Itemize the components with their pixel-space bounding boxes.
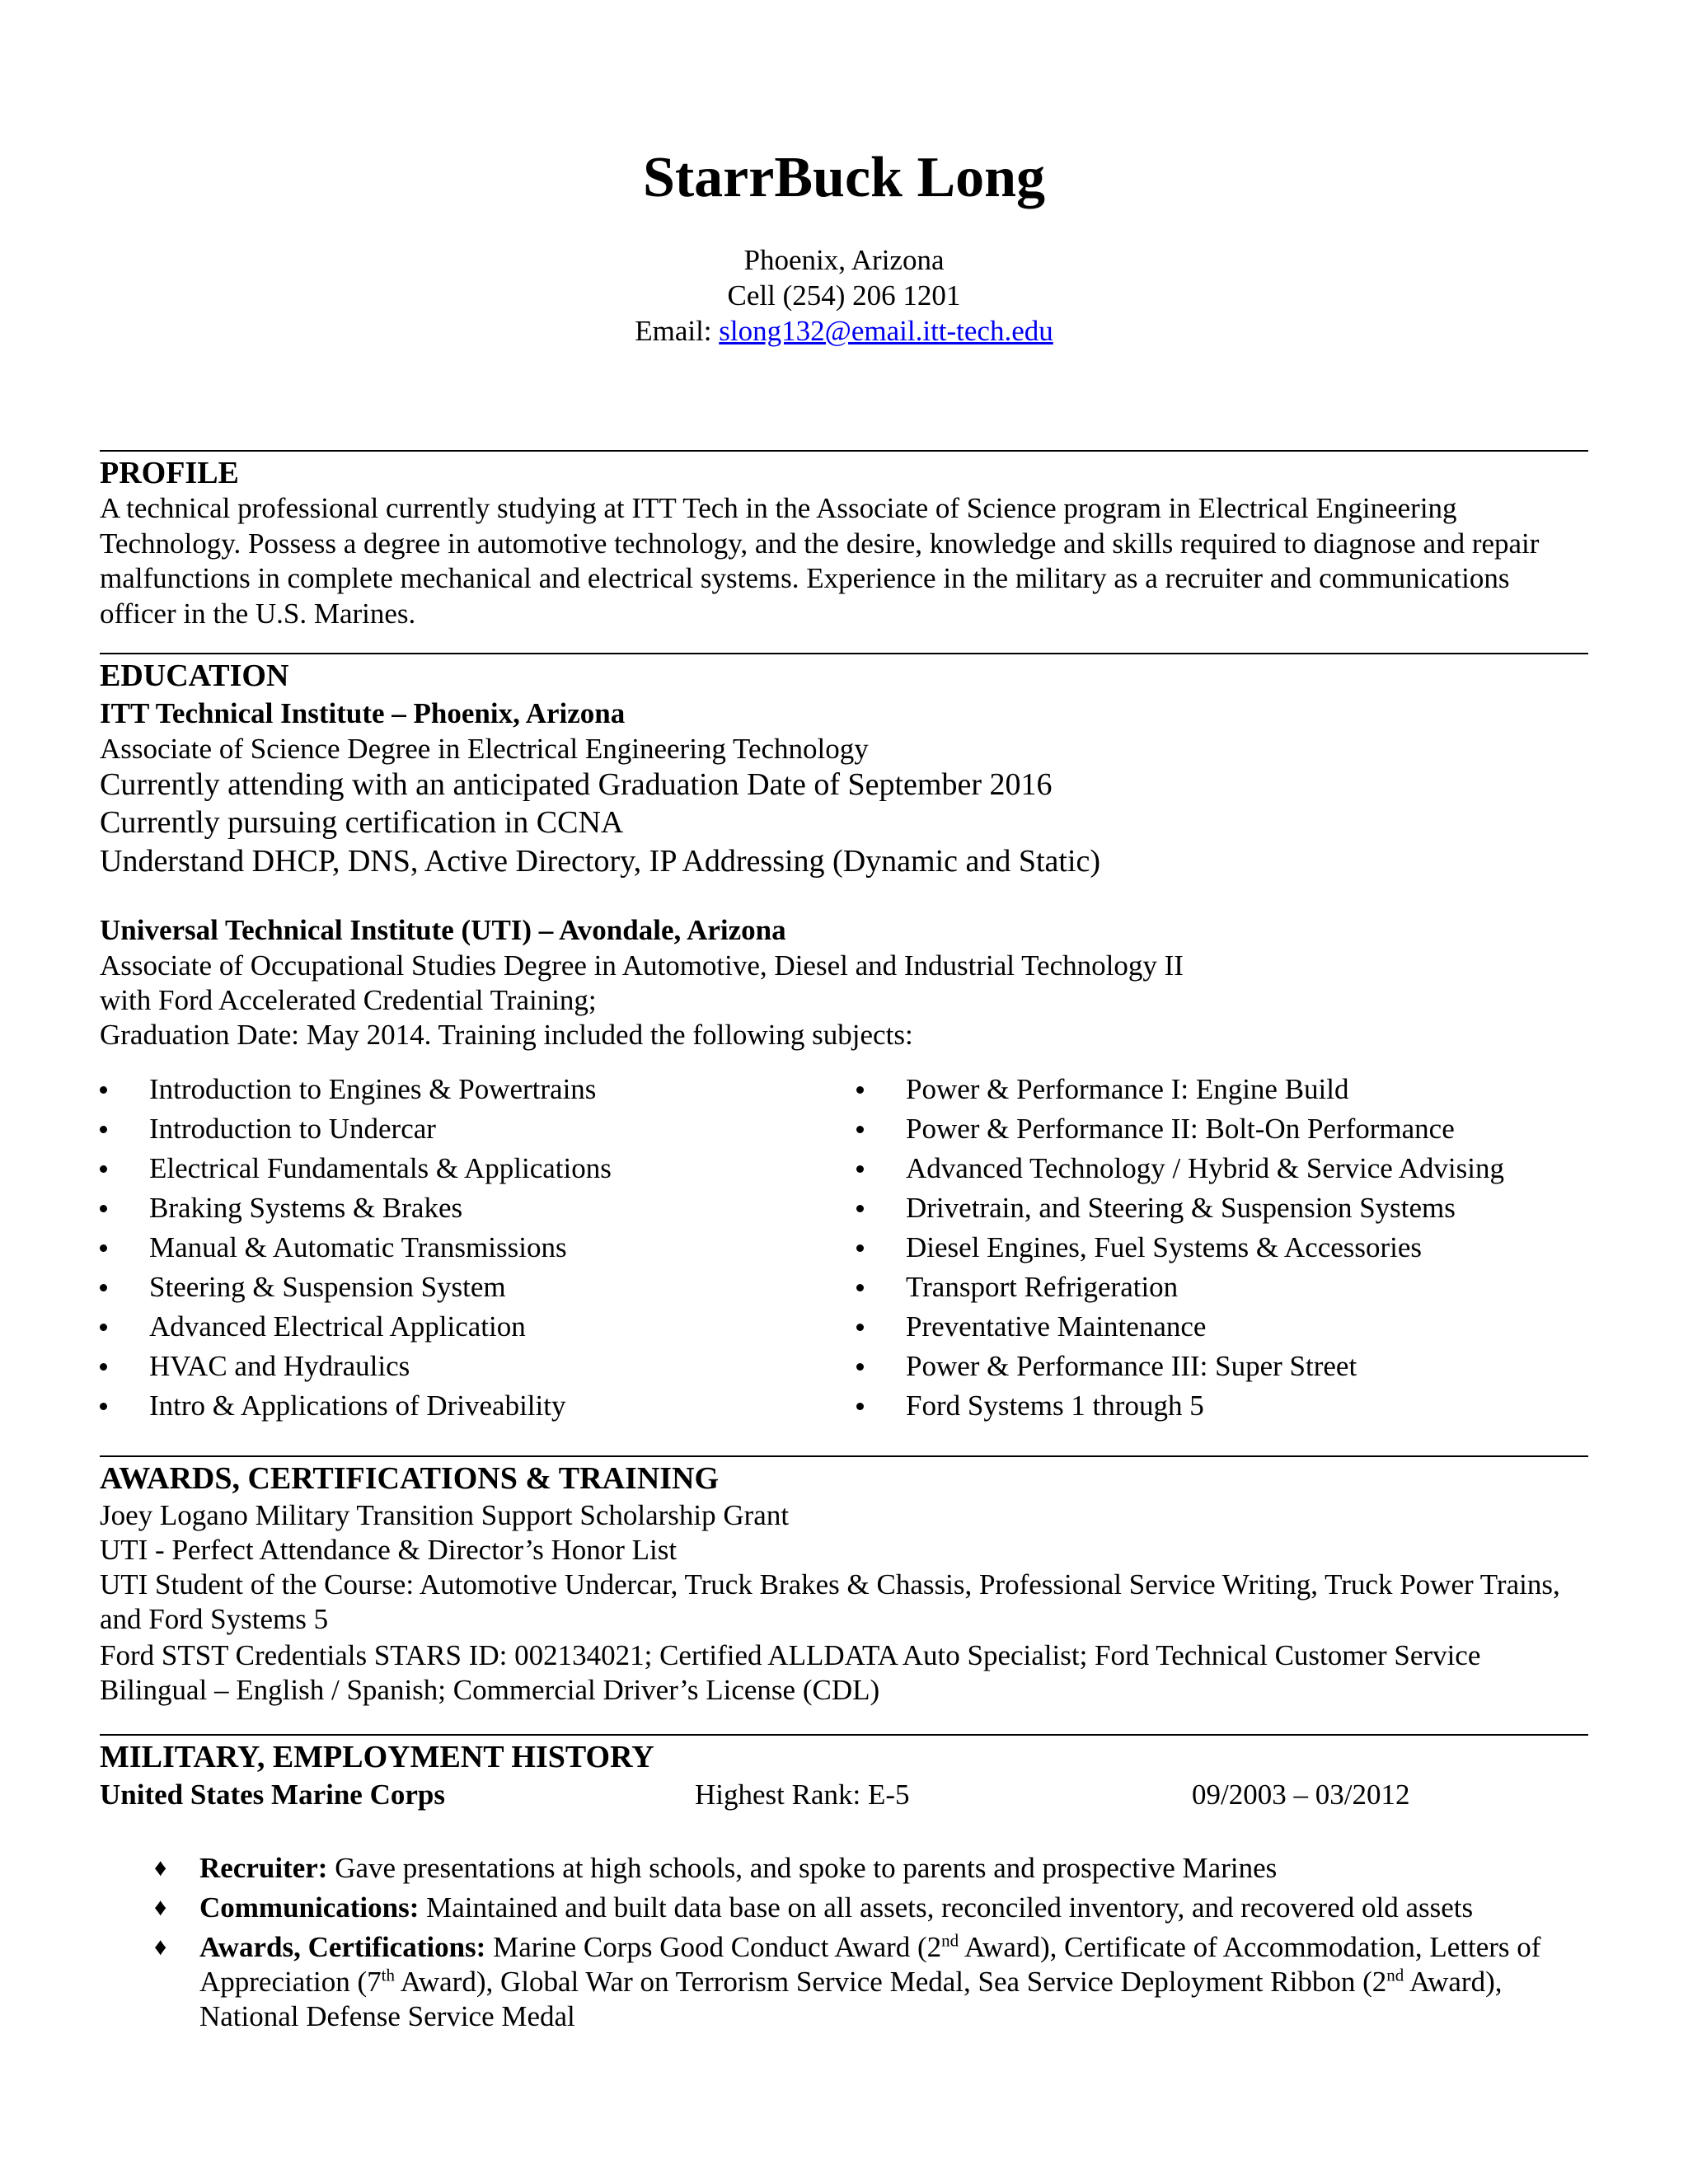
bullet-icon bbox=[100, 1324, 107, 1331]
uti-degree: Associate of Occupational Studies Degree in Automotive, Diesel and Industrial Technology II bbox=[100, 949, 1184, 982]
email-line bbox=[100, 313, 1588, 349]
list-item: Drivetrain, and Steering & Suspension Systems bbox=[856, 1188, 1588, 1228]
bullet-icon bbox=[856, 1403, 864, 1410]
itt-ccna: Currently pursuing certification in CCNA bbox=[100, 805, 624, 840]
bullet-icon bbox=[856, 1284, 864, 1291]
email-link[interactable]: slong132@email.itt-tech.edu bbox=[719, 315, 1053, 347]
list-item: Manual & Automatic Transmissions bbox=[100, 1228, 825, 1268]
uti-school: Universal Technical Institute (UTI) – Avondale, Arizona bbox=[100, 914, 786, 946]
uti-degree-cont: with Ford Accelerated Credential Training; bbox=[100, 984, 597, 1016]
list-item: Power & Performance II: Bolt-On Performance bbox=[856, 1109, 1588, 1149]
divider bbox=[100, 1734, 1588, 1736]
divider bbox=[100, 653, 1588, 654]
location: Phoenix, Arizona bbox=[743, 244, 945, 276]
bullet-icon bbox=[100, 1403, 107, 1410]
subjects-left-list bbox=[100, 1070, 825, 1426]
uti-graduation: Graduation Date: May 2014. Training included the following subjects: bbox=[100, 1019, 913, 1051]
military-rank: Highest Rank: E-5 bbox=[695, 1779, 910, 1811]
list-item: Advanced Technology / Hybrid & Service Advising bbox=[856, 1149, 1588, 1188]
award-line: Ford STST Credentials STARS ID: 002134021; Certified ALLDATA Auto Specialist; Ford Technical Customer Service bbox=[100, 1639, 1481, 1671]
military-dates: 09/2003 – 03/2012 bbox=[1192, 1779, 1410, 1811]
award-line: Bilingual – English / Spanish; Commercial Driver’s License (CDL) bbox=[100, 1674, 880, 1706]
section-title-profile: PROFILE bbox=[100, 456, 239, 490]
list-item: Intro & Applications of Driveability bbox=[100, 1386, 825, 1426]
award-line: UTI Student of the Course: Automotive Undercar, Truck Brakes & Chassis, Professional Service Writing, Truck Power Trains, and Ford Systems 5 bbox=[100, 1568, 1560, 1635]
bullet-icon bbox=[100, 1086, 107, 1094]
list-item: Ford Systems 1 through 5 bbox=[856, 1386, 1588, 1426]
contact-block bbox=[100, 242, 1588, 349]
list-item: Electrical Fundamentals & Applications bbox=[100, 1149, 825, 1188]
bullet-icon bbox=[856, 1086, 864, 1094]
bullet-icon bbox=[100, 1165, 107, 1173]
award-line: Joey Logano Military Transition Support Scholarship Grant bbox=[100, 1499, 790, 1531]
diamond-bullet-icon: ♦ bbox=[154, 1894, 167, 1921]
bullet-icon bbox=[856, 1205, 864, 1212]
profile-text: A technical professional currently studying at ITT Tech in the Associate of Science program in Electrical Engineering Technology. Possess a degree in automotive technology, and the desire, knowledge and skills required to diagnose and repair malfunctions in complete mechanical and electrical systems. Experience in the military as a recruiter and communications officer in the U.S. Marines. bbox=[100, 492, 1540, 630]
list-item: Braking Systems & Brakes bbox=[100, 1188, 825, 1228]
bullet-icon bbox=[100, 1244, 107, 1252]
list-item: Preventative Maintenance bbox=[856, 1307, 1588, 1347]
itt-school: ITT Technical Institute – Phoenix, Arizona bbox=[100, 697, 626, 729]
section-title-military: MILITARY, EMPLOYMENT HISTORY bbox=[100, 1740, 654, 1774]
bullet-icon bbox=[856, 1126, 864, 1133]
list-item: Advanced Electrical Application bbox=[100, 1307, 825, 1347]
diamond-bullet-icon: ♦ bbox=[154, 1933, 167, 1961]
bullet-icon bbox=[856, 1363, 864, 1371]
bullet-icon bbox=[856, 1324, 864, 1331]
list-item: Introduction to Undercar bbox=[100, 1109, 825, 1149]
bullet-icon bbox=[100, 1363, 107, 1371]
bullet-icon bbox=[856, 1244, 864, 1252]
list-item: Steering & Suspension System bbox=[100, 1268, 825, 1307]
bullet-icon bbox=[856, 1165, 864, 1173]
military-org: United States Marine Corps bbox=[100, 1779, 445, 1811]
list-item: Power & Performance I: Engine Build bbox=[856, 1070, 1588, 1109]
diamond-bullet-icon: ♦ bbox=[154, 1854, 167, 1882]
list-item: HVAC and Hydraulics bbox=[100, 1347, 825, 1386]
subjects-right-list bbox=[856, 1070, 1588, 1426]
itt-skills: Understand DHCP, DNS, Active Directory, IP Addressing (Dynamic and Static) bbox=[100, 844, 1101, 879]
itt-graduation: Currently attending with an anticipated Graduation Date of September 2016 bbox=[100, 767, 1053, 802]
award-line: UTI - Perfect Attendance & Director’s Honor List bbox=[100, 1534, 678, 1566]
bullet-icon bbox=[100, 1205, 107, 1212]
divider bbox=[100, 1455, 1588, 1457]
section-title-awards: AWARDS, CERTIFICATIONS & TRAINING bbox=[100, 1461, 720, 1496]
candidate-name: StarrBuck Long bbox=[642, 146, 1046, 209]
list-item: Power & Performance III: Super Street bbox=[856, 1347, 1588, 1386]
itt-degree: Associate of Science Degree in Electrical Engineering Technology bbox=[100, 733, 869, 765]
bullet-icon bbox=[100, 1126, 107, 1133]
email-label: Email: bbox=[635, 315, 720, 347]
cell-phone: Cell (254) 206 1201 bbox=[727, 279, 961, 312]
list-item: Introduction to Engines & Powertrains bbox=[100, 1070, 825, 1109]
list-item: Diesel Engines, Fuel Systems & Accessories bbox=[856, 1228, 1588, 1268]
bullet-icon bbox=[100, 1284, 107, 1291]
divider bbox=[100, 450, 1588, 452]
section-title-education: EDUCATION bbox=[100, 658, 289, 693]
list-item: Transport Refrigeration bbox=[856, 1268, 1588, 1307]
